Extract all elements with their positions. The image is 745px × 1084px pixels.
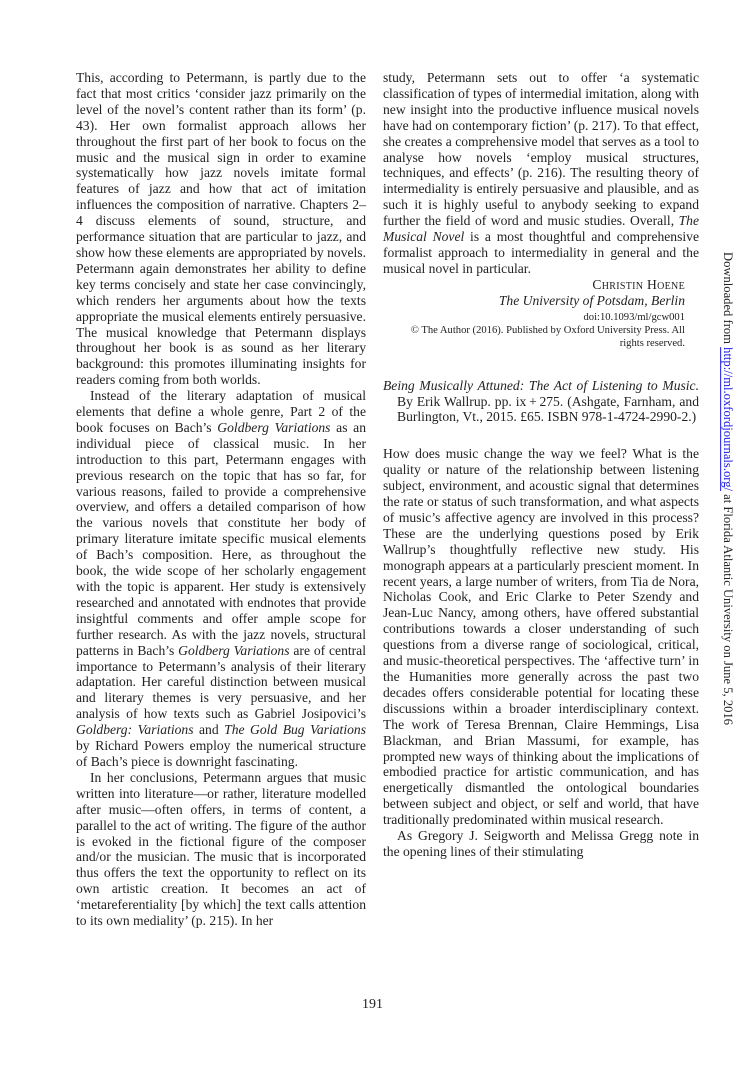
reviewer-name: Christin Hoene	[592, 276, 685, 292]
work-title: Goldberg: Variations	[76, 722, 194, 738]
review-heading	[383, 378, 699, 426]
journal-link[interactable]: http://ml.oxfordjournals.org/	[721, 347, 735, 492]
body-paragraph: As Gregory J. Seigworth and Melissa Gregg note in the opening lines of their stimulating	[383, 828, 699, 859]
body-paragraph	[76, 388, 366, 770]
page-number: 191	[362, 997, 383, 1012]
watermark-text: Downloaded from	[721, 252, 735, 348]
review-signature	[383, 277, 699, 350]
doi: doi:10.1093/ml/gcw001	[583, 311, 685, 323]
body-paragraph: In her conclusions, Petermann argues that music written into literature—or rather, literature modelled after music—often offers, in terms of content, a parallel to the act of writing. The figure of the author is evoked in the fictional figure of the composer and/or the musician. The music that is incorporated thus offers the text the opportunity to reflect on its own artistic creation. It becomes an act of ‘metareferentiality [by which] the text calls attention to its own mediality’ (p. 215). In her	[76, 769, 366, 929]
work-title: Goldberg Variations	[217, 419, 331, 435]
book-title: Being Musically Attuned: The Act of Listening to Music.	[383, 377, 699, 393]
text-run: are of central importance to Petermann’s analysis of their literary adaptation. Her careful distinction between musical and literary themes is very persuasive, and her analysis of how texts such as Gabriel Josipovici’s	[76, 642, 366, 722]
body-paragraph	[383, 70, 699, 277]
work-title: The Musical Novel	[383, 213, 699, 245]
copyright-notice: © The Author (2016). Published by Oxford University Press. All rights reserved.	[410, 324, 685, 349]
book-details: By Erik Wallrup. pp. ix + 275. (Ashgate, Farnham, and Burlington, Vt., 2015. £65. ISBN 978-1-4724-2990-2.)	[397, 393, 699, 425]
text-run: study, Petermann sets out to offer ‘a systematic classification of types of intermedial imitation, along with new insight into the productive influence musical novels have had on contemporary fiction’ (p. 217). To that effect, she creates a comprehensive model that serves as a tool to analyse how novels ‘employ musical structures, techniques, and effects’ (p. 216). The resulting theory of intermediality is entirely persuasive and plausible, and as such it is highly useful to anybody seeking to expand further the field of word and music studies. Overall,	[383, 70, 699, 229]
reviewer-institution: The University of Potsdam, Berlin	[498, 292, 685, 308]
work-title: The Gold Bug Variations	[224, 722, 366, 738]
work-title: Goldberg Variations	[178, 642, 290, 658]
text-run: by Richard Powers employ the numerical structure of Bach’s piece is downright fascinating.	[76, 738, 366, 769]
text-run: and	[193, 722, 225, 738]
text-run: is a most thoughtful and comprehensive formalist approach to intermediality in general and the musical novel in particular.	[383, 229, 699, 276]
body-paragraph: This, according to Petermann, is partly due to the fact that most critics ‘consider jazz primarily on the level of the novel’s content rather than its form’ (p. 43). Her own formalist approach allows her throughout the first part of her book to focus on the music and the musical sign in order to examine systematically how jazz novels imitate formal features of jazz and how that act of imitation influences the composition of narrative. Chapters 2–4 discuss elements of sound, structure, and performance situation that are particular to jazz, and show how these elements are appropriated by novels. Petermann again demonstrates her ability to define key terms concisely and state her case convincingly, which renders her arguments about how the texts appropriate the musical elements entirely persuasive. The musical knowledge that Petermann displays throughout her book is as sound as her literary background: this promotes illuminating insights for readers coming from both worlds.	[76, 70, 366, 388]
download-watermark	[720, 252, 735, 725]
watermark-text: at Florida Atlantic University on June 5, 2016	[721, 491, 735, 726]
left-column	[76, 70, 366, 929]
body-paragraph: How does music change the way we feel? What is the quality or nature of the relationship between listening subject, environment, and acoustic signal that determines the rate or status of such transformation, and what aspects of music’s affective agency are involved in this process? These are the underlying questions posed by Erik Wallrup’s thoughtfully reflective new study. His monograph appears at a particularly prescient moment. In recent years, a large number of writers, from Tia de Nora, Nicholas Cook, and Eric Clarke to Peter Szendy and Jean-Luc Nancy, among others, have offered substantial contributions towards a closer understanding of such questions from a diverse range of sociological, critical, and music-theoretical perspectives. The ‘affective turn’ in the Humanities more generally across the past two decades offers considerable potential for locating these discussions within a broader interdisciplinary context. The work of Teresa Brennan, Claire Hemmings, Lisa Blackman, and Brian Massumi, for example, has prompted new ways of thinking about the implications of embodied practice for artistic communication, and has energetically dismantled the ontological boundaries between subject and object, or self and world, that have traditionally predominated within musical research.	[383, 446, 699, 828]
text-run: Instead of the literary adaptation of musical elements that define a whole genre, Part 2 of the book focuses on Bach’s	[76, 388, 366, 435]
text-run: as an individual piece of classical music. In her introduction to this part, Petermann engages with previous research on the topic that has so far, for various reasons, failed to provide a comprehensive overview, and offers a detailed comparison of how the various novels that constitute her body of primary literature imitate specific musical elements of Bach’s composition. Here, as throughout the book, the wide scope of her scholarly engagement with the topic is apparent. Her study is extensively researched and annotated with endnotes that provide insightful comments and offer ample scope for further research. As with the jazz novels, structural patterns in Bach’s	[76, 419, 367, 658]
right-column	[383, 70, 699, 860]
